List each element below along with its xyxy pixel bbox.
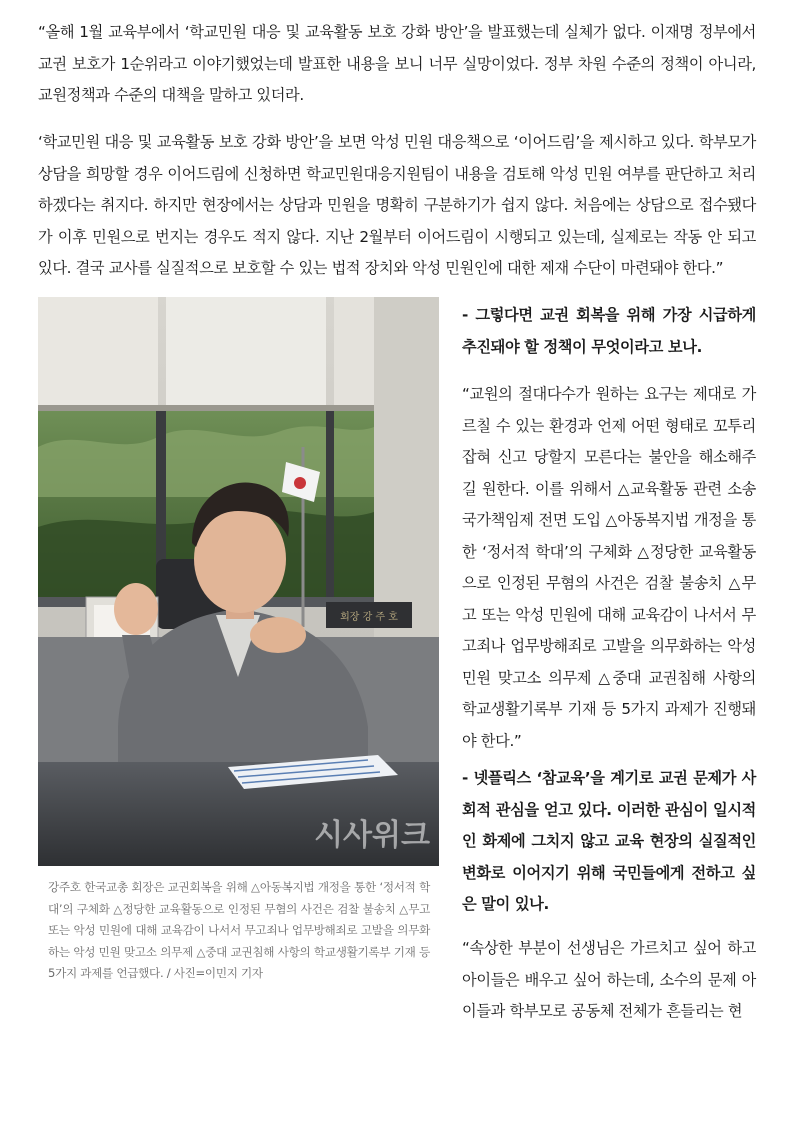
photo-caption: 강주호 한국교총 회장은 교권회복을 위해 △아동복지법 개정을 통한 ‘정서적 학대’의 구체화 △정당한 교육활동으로 인정된 무혐의 사건은 검찰 불송치 △무고 또는 악성 민원에 대해 교육감이 나서서 무고죄나 업무방해죄로 고발을 의무화하는 악성 민원 맞고소 의무제 △중대 교권침해 사항의 학교생활기록부 기재 등 5가지 과제를 언급했다. / 사진=이민지 기자 bbox=[48, 880, 430, 980]
interview-photo bbox=[38, 297, 439, 866]
photo-watermark: 시사위크 bbox=[314, 818, 430, 853]
interview-question-2: - 넷플릭스 ‘참교육’을 계기로 교권 문제가 사회적 관심을 얻고 있다. 이러한 관심이 일시적인 화제에 그치지 않고 교육 현장의 실질적인 변화로 이어지기 위해 국민들에게 전하고 싶은 말이 있나. bbox=[462, 769, 756, 913]
interview-answer-1: “교원의 절대다수가 원하는 요구는 제대로 가르칠 수 있는 환경과 언제 어떤 형태로 꼬투리 잡혀 신고 당할지 모른다는 불안을 해소해주길 원한다. 이를 위해서 △교육활동 관련 소송 국가책임제 전면 도입 △아동복지법 개정을 통한 ‘정서적 학대’의 구체화 △정당한 교육활동으로 인정된 무혐의 사건은 검찰 불송치 △무고 또는 악성 민원에 대해 교육감이 나서서 무고죄나 업무방해죄로 고발을 의무화하는 악성 민원 맞고소 의무제 △중대 교권침해 사항의 학교생활기록부 기재 등 5가지 과제가 진행돼야 한다.” bbox=[462, 385, 756, 750]
nameplate-text: 회장 강 주 호 bbox=[340, 612, 398, 623]
interview-answer-2: “속상한 부분이 선생님은 가르치고 싶어 하고 아이들은 배우고 싶어 하는데, 소수의 문제 아이들과 학부모로 공동체 전체가 흔들리는 현 bbox=[462, 939, 756, 1020]
article-paragraph-1: “올해 1월 교육부에서 ‘학교민원 대응 및 교육활동 보호 강화 방안’을 발표했는데 실체가 없다. 이재명 정부에서 교권 보호가 1순위라고 이야기했었는데 발표한 내용을 보니 너무 실망이었다. 정부 차원 수준의 정책이 아니라, 교원정책과 수준의 대책을 말하고 있더라. bbox=[38, 23, 756, 104]
article-paragraph-2: ‘학교민원 대응 및 교육활동 보호 강화 방안’을 보면 악성 민원 대응책으로 ‘이어드림’을 제시하고 있다. 학부모가 상담을 희망할 경우 이어드림에 신청하면 학교민원대응지원팀이 내용을 검토해 악성 민원 여부를 판단하고 처리하겠다는 취지다. 하지만 현장에서는 상담과 민원을 명확히 구분하기가 쉽지 않다. 처음에는 상담으로 접수됐다가 이후 민원으로 번지는 경우도 적지 않다. 지난 2월부터 이어드림이 시행되고 있는데, 실제로는 작동 안 되고 있다. 결국 교사를 실질적으로 보호할 수 있는 법적 장치와 악성 민원인에 대한 제재 수단이 마련돼야 한다.” bbox=[38, 133, 756, 277]
interview-question-1: - 그렇다면 교권 회복을 위해 가장 시급하게 추진돼야 할 정책이 무엇이라고 보나. bbox=[462, 306, 756, 356]
